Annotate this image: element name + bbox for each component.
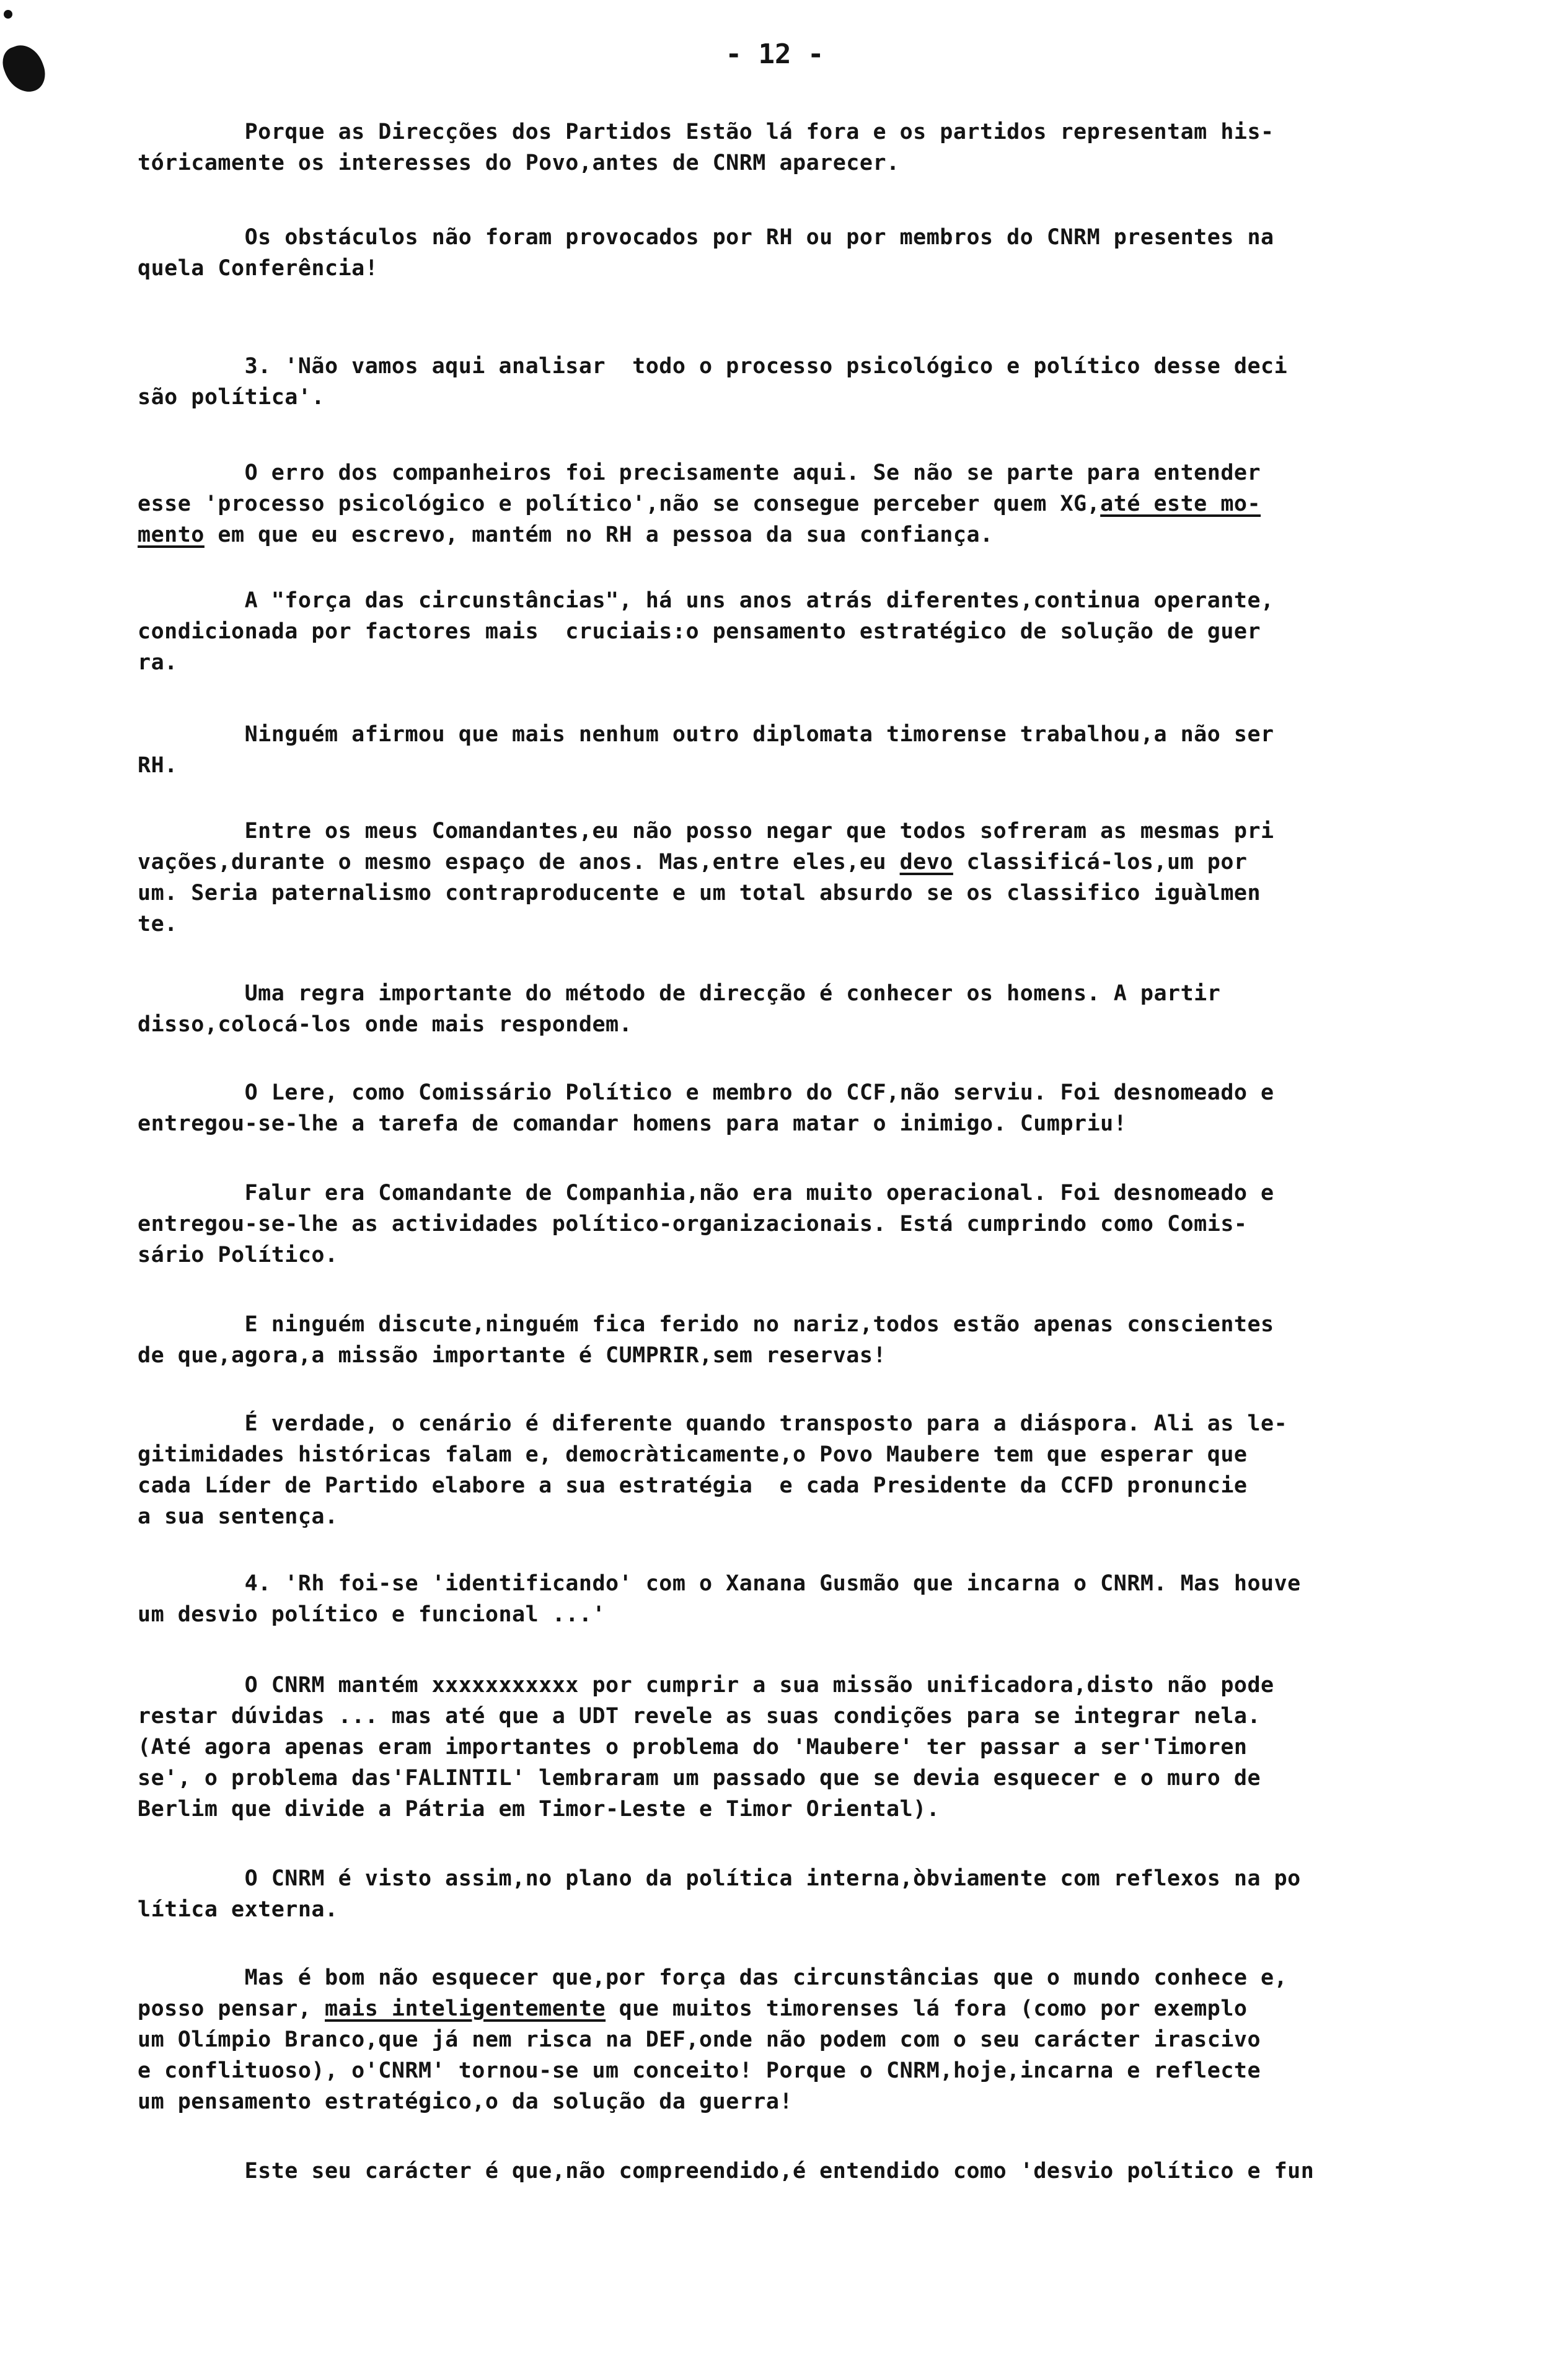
paragraph: Entre os meus Comandantes,eu não posso negar que todos sofreram as mesmas pri vações,durante o mesmo espaço de anos. Mas,entre eles,eu devo classificá-los,um por um. Seria paternalismo contraproducente e um total absurdo se os classifico iguàlmen te.	[138, 819, 1274, 937]
underlined-phrase: até este mo- mento	[138, 491, 1261, 547]
paragraph: O CNRM mantém xxxxxxxxxxx por cumprir a sua missão unificadora,disto não pode restar dúvidas ... mas até que a UDT revele as suas condições para se integrar nela. (Até agora apenas eram importantes o problema do 'Maubere' ter passar a ser'Timoren se', o problema das'FALINTIL' lembraram um passado que se devia esquecer e o muro de Berlim que divide a Pátria em Timor-Leste e Timor Oriental).	[138, 1673, 1274, 1822]
paragraph: Falur era Comandante de Companhia,não era muito operacional. Foi desnomeado e entregou-se-lhe as actividades político-organizacionais. Está cumprindo como Comis- sário Político.	[138, 1181, 1274, 1267]
paragraph: A "força das circunstâncias", há uns anos atrás diferentes,continua operante, condicionada por factores mais cruciais:o pensamento estratégico de solução de guer ra.	[138, 588, 1274, 675]
paragraph: 4. 'Rh foi-se 'identificando' com o Xanana Gusmão que incarna o CNRM. Mas houve um desvio político e funcional ...'	[138, 1571, 1301, 1627]
scan-speck	[4, 10, 12, 19]
paragraph: Os obstáculos não foram provocados por RH ou por membros do CNRM presentes na quela Conferência!	[138, 225, 1274, 281]
scan-blot	[0, 40, 50, 99]
paragraph: O CNRM é visto assim,no plano da política interna,òbviamente com reflexos na po lítica externa.	[138, 1866, 1301, 1922]
paragraph: O Lere, como Comissário Político e membro do CCF,não serviu. Foi desnomeado e entregou-se-lhe a tarefa de comandar homens para matar o inimigo. Cumpriu!	[138, 1080, 1274, 1136]
paragraph: Ninguém afirmou que mais nenhum outro diplomata timorense trabalhou,a não ser RH.	[138, 722, 1274, 778]
paragraph: Uma regra importante do método de direcção é conhecer os homens. A partir disso,colocá-los onde mais respondem.	[138, 981, 1221, 1037]
page-number: - 12 -	[725, 38, 824, 70]
paragraph: Porque as Direcções dos Partidos Estão lá fora e os partidos representam his- tóricamente os interesses do Povo,antes de CNRM aparecer.	[138, 120, 1274, 175]
paragraph: 3. 'Não vamos aqui analisar todo o processo psicológico e político desse deci são política'.	[138, 354, 1288, 410]
paragraph: O erro dos companheiros foi precisamente aqui. Se não se parte para entender esse 'processo psicológico e político',não se consegue perceber quem XG,até este mo- mento em que eu escrevo, mantém no RH a pessoa da sua confiança.	[138, 461, 1261, 547]
paragraph: Mas é bom não esquecer que,por força das circunstâncias que o mundo conhece e, posso pensar, mais inteligentemente que muitos timorenses lá fora (como por exemplo um Olímpio Branco,que já nem risca na DEF,onde não podem com o seu carácter irascivo e conflituoso), o'CNRM' tornou-se um conceito! Porque o CNRM,hoje,incarna e reflecte um pensamento estratégico,o da solução da guerra!	[138, 1965, 1288, 2114]
paragraph: Este seu carácter é que,não compreendido,é entendido como 'desvio político e fun	[138, 2159, 1315, 2184]
underlined-word: devo	[899, 850, 953, 875]
paragraph: É verdade, o cenário é diferente quando transposto para a diáspora. Ali as le- gitimidades históricas falam e, democràticamente,o Povo Maubere tem que esperar que cada Líder de Partido elabore a sua estratégia e cada Presidente da CCFD pronuncie a sua sentença.	[138, 1411, 1288, 1529]
underlined-phrase: mais inteligentemente	[325, 1996, 606, 2021]
paragraph: E ninguém discute,ninguém fica ferido no nariz,todos estão apenas conscientes de que,agora,a missão importante é CUMPRIR,sem reservas!	[138, 1312, 1274, 1368]
